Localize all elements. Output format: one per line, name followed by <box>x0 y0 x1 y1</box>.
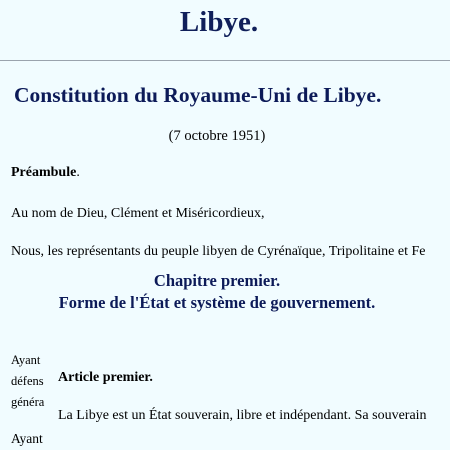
underlying-text-line-3: généra <box>11 395 45 409</box>
underlying-text-line-4: Ayant <box>11 431 43 446</box>
underlying-text-line-2: défens <box>11 374 44 388</box>
article-title: Article premier. <box>58 370 153 385</box>
chapter-number: Chapitre premier. <box>153 271 281 290</box>
preamble-heading <box>11 164 80 182</box>
article-overlay <box>47 356 450 438</box>
document-title: Constitution du Royaume-Uni de Libye. <box>14 83 382 107</box>
document-date: (7 octobre 1951) <box>168 128 266 144</box>
article-text: La Libye est un État souverain, libre et indépendant. Sa souverain <box>58 408 427 423</box>
horizontal-divider <box>0 60 450 61</box>
chapter-heading-overlay <box>0 262 450 317</box>
preamble-paragraph-1: Au nom de Dieu, Clément et Miséricordieux, <box>11 206 265 221</box>
preamble-paragraph-2: Nous, les représentants du peuple libyen de Cyrénaïque, Tripolitaine et Fe <box>11 244 426 259</box>
preamble-period: . <box>76 165 80 180</box>
underlying-text-line-1: Ayant <box>11 353 41 367</box>
preamble-label: Préambule <box>11 165 77 180</box>
chapter-title: Forme de l'État et système de gouvernement. <box>58 293 376 312</box>
site-title: Libye. <box>179 6 259 38</box>
